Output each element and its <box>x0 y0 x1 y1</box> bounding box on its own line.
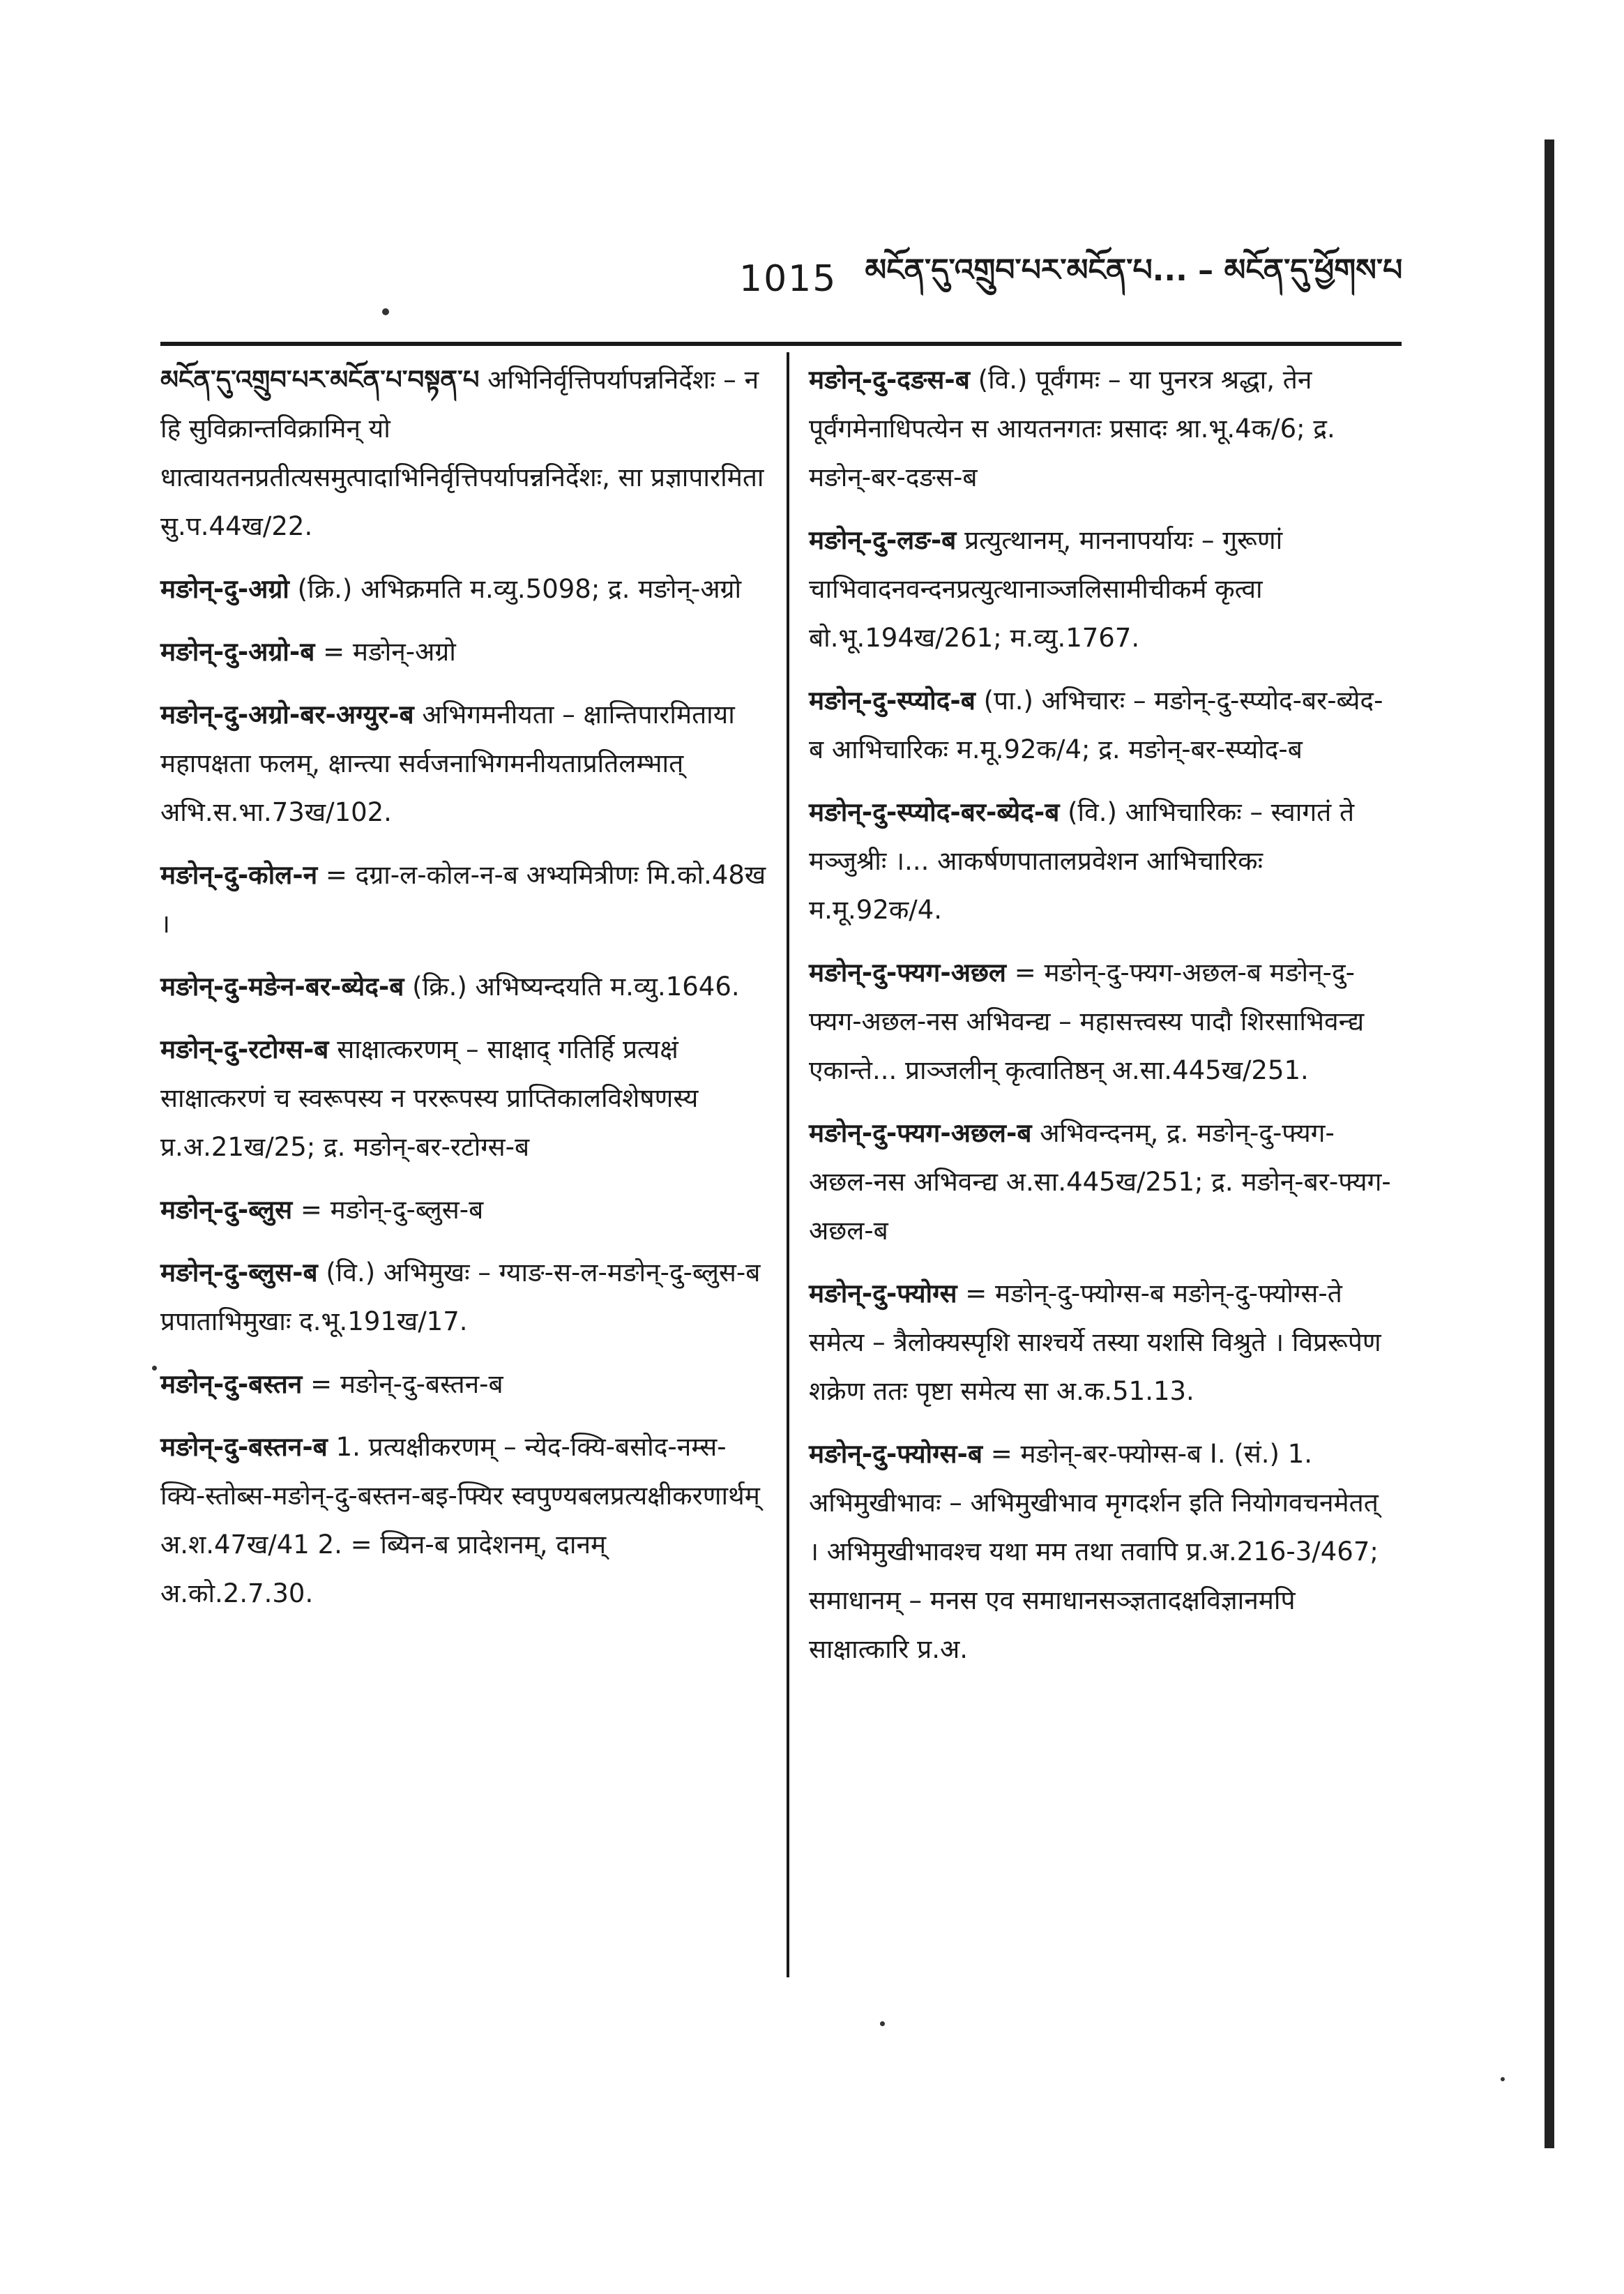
scan-edge-line <box>1545 139 1554 2148</box>
entry-headword: मङोन्-दु-रटोग्स-ब <box>160 1034 329 1064</box>
entry-headword: मङोन्-दु-फ्योग्स-ब <box>809 1439 983 1469</box>
entry-headword: मङोन्-दु-फ्यग-अछल-ब <box>809 1118 1032 1148</box>
entry-definition: अभिवन्दनम्, द्र. मङोन्-दु-फ्यग-अछल-नस अभिवन्द्य अ.सा.445ख/251; द्र. मङोन्-बर-फ्यग-अछल-ब <box>809 1118 1391 1246</box>
scan-speck <box>1501 2077 1505 2081</box>
entry-headword: मङोन्-दु-दङस-ब <box>809 365 970 395</box>
entry-definition: = मङोन्-दु-फ्योग्स-ब मङोन्-दु-फ्योग्स-ते समेत्य – त्रैलोक्यस्पृशि साश्चर्ये तस्या यशसि विश्रुते । विप्ररूपेण शक्रेण ततः पृष्टा समेत्य सा अ.क.51.13. <box>809 1278 1381 1406</box>
entry-definition: (वि.) पूर्वंगमः – या पुनरत्र श्रद्धा, तेन पूर्वंगमेनाधिपत्येन स आयतनगतः प्रसादः श्रा.भू.4क/6; द्र. मङोन्-बर-दङस-ब <box>809 365 1335 492</box>
entry-definition: = मङोन्-दु-ब्लुस-ब <box>300 1195 484 1225</box>
dictionary-entry <box>809 516 1395 663</box>
page-header <box>739 248 1436 310</box>
entry-definition: = मङोन्-बर-फ्योग्स-ब I. (सं.) 1. अभिमुखीभावः – अभिमुखीभाव मृगदर्शन इति नियोगवचनमेतत् । अभिमुखीभावश्च यथा मम तथा तवापि प्र.अ.216-3/467; समाधानम् – मनस एव समाधानसञ्ज्ञतादक्षविज्ञानमपि साक्षात्कारि प्र.अ. <box>809 1439 1379 1664</box>
scan-speck <box>880 2021 885 2026</box>
dictionary-entry <box>160 1423 767 1618</box>
entry-headword: मङोन्-दु-लङ-ब <box>809 525 957 555</box>
entry-headword: मङोन्-दु-अग्रो-बर-अग्युर-ब <box>160 700 414 730</box>
running-head: མངོན་དུ་འགྲུབ་པར་མངོན་པ... – མངོན་དུ་ཕྱོགས་པ <box>865 252 1403 288</box>
entry-definition: = मङोन्-दु-फ्यग-अछल-ब मङोन्-दु-फ्यग-अछल-नस अभिवन्द्य – महासत्त्वस्य पादौ शिरसाभिवन्द्य एकान्ते... प्राञ्जलीन् कृत्वातिष्ठन् अ.सा.445ख/251. <box>809 958 1365 1085</box>
entry-definition: (पा.) अभिचारः – मङोन्-दु-स्प्योद-बर-ब्येद-ब आभिचारिकः म.मू.92क/4; द्र. मङोन्-बर-स्प्योद-ब <box>809 686 1383 764</box>
column-divider <box>787 352 789 1977</box>
dictionary-entry <box>160 1025 767 1172</box>
dictionary-entry <box>160 963 767 1011</box>
dictionary-entry <box>809 356 1395 502</box>
dictionary-entry <box>809 788 1395 935</box>
entry-definition: (वि.) अभिमुखः – ग्याङ-स-ल-मङोन्-दु-ब्लुस-ब प्रपाताभिमुखाः द.भू.191ख/17. <box>160 1258 761 1336</box>
dictionary-entry <box>160 851 767 949</box>
entry-headword: मङोन्-दु-फ्यग-अछल <box>809 958 1007 988</box>
entry-definition: (वि.) आभिचारिकः – स्वागतं ते मञ्जुश्रीः ।... आकर्षणपातालप्रवेशन आभिचारिकः म.मू.92क/4. <box>809 797 1355 925</box>
entry-definition: साक्षात्करणम् – साक्षाद् गतिर्हि प्रत्यक्षं साक्षात्करणं च स्वरूपस्य न पररूपस्य प्राप्तिकालविशेषणस्य प्र.अ.21ख/25; द्र. मङोन्-बर-रटोग्स-ब <box>160 1034 699 1162</box>
entry-headword: मङोन्-दु-स्प्योद-ब <box>809 686 976 716</box>
dictionary-entry <box>809 1430 1395 1674</box>
right-column <box>809 356 1395 1688</box>
dictionary-entry <box>809 1269 1395 1416</box>
entry-headword: मङोन्-दु-फ्योग्स <box>809 1278 957 1308</box>
entry-definition: (क्रि.) अभिक्रमति म.व्यु.5098; द्र. मङोन्-अग्रो <box>297 574 742 604</box>
entry-definition: = मङोन्-अग्रो <box>323 637 456 667</box>
dictionary-entry <box>160 1360 767 1409</box>
dictionary-entry <box>160 356 767 551</box>
entry-headword: मङोन्-दु-ब्लुस-ब <box>160 1258 318 1288</box>
entry-headword: मङोन्-दु-मङेन-बर-ब्येद-ब <box>160 972 404 1002</box>
header-rule <box>160 342 1402 346</box>
dictionary-entry <box>160 565 767 614</box>
entry-headword: मङोन्-दु-कोल-न <box>160 860 318 890</box>
entry-definition: = दग्रा-ल-कोल-न-ब अभ्यमित्रीणः मि.को.48ख । <box>160 860 766 939</box>
entry-definition: 1. प्रत्यक्षीकरणम् – न्येद-क्यि-बसोद-नम्स-क्यि-स्तोब्स-मङोन्-दु-बस्तन-बइ-फ्यिर स्वपुण्यबलप्रत्यक्षीकरणार्थम् अ.श.47ख/41 2. = ब्यिन-ब प्रादेशनम्, दानम् अ.को.2.7.30. <box>160 1432 760 1608</box>
page-number: 1015 <box>739 258 837 300</box>
entry-headword: མངོན་དུ་འགྲུབ་པར་མངོན་པ་བསྟན་པ <box>160 365 480 395</box>
entry-definition: = मङोन्-दु-बस्तन-ब <box>310 1369 503 1399</box>
dictionary-entry <box>809 949 1395 1095</box>
entry-headword: मङोन्-दु-बस्तन <box>160 1369 303 1399</box>
entry-headword: मङोन्-दु-बस्तन-ब <box>160 1432 328 1462</box>
dictionary-entry <box>809 1109 1395 1255</box>
scan-speck <box>152 1366 157 1371</box>
entry-headword: मङोन्-दु-अग्रो <box>160 574 289 604</box>
left-column <box>160 356 767 1632</box>
entry-headword: मङोन्-दु-ब्लुस <box>160 1195 293 1225</box>
entry-definition: प्रत्युत्थानम्, माननापर्यायः – गुरूणां चाभिवादनवन्दनप्रत्युत्थानाञ्जलिसामीचीकर्म कृत्वा बो.भू.194ख/261; म.व्यु.1767. <box>809 525 1283 653</box>
dictionary-entry <box>160 1248 767 1346</box>
dictionary-entry <box>160 628 767 677</box>
dictionary-entry <box>160 691 767 837</box>
entry-headword: मङोन्-दु-अग्रो-ब <box>160 637 315 667</box>
dictionary-entry <box>809 677 1395 774</box>
entry-definition: (क्रि.) अभिष्यन्दयति म.व्यु.1646. <box>412 972 740 1002</box>
entry-headword: मङोन्-दु-स्प्योद-बर-ब्येद-ब <box>809 797 1060 827</box>
scan-speck <box>382 308 389 315</box>
dictionary-entry <box>160 1186 767 1235</box>
entry-definition: अभिनिर्वृत्तिपर्यापन्ननिर्देशः – न हि सुविक्रान्तविक्रामिन् यो धात्वायतनप्रतीत्यसमुत्पादाभिनिर्वृत्तिपर्यापन्ननिर्देशः, सा प्रज्ञापारमिता सु.प.44ख/22. <box>160 365 764 541</box>
entry-definition: अभिगमनीयता – क्षान्तिपारमिताया महापक्षता फलम्, क्षान्त्या सर्वजनाभिगमनीयताप्रतिलम्भात् अभि.स.भा.73ख/102. <box>160 700 735 827</box>
